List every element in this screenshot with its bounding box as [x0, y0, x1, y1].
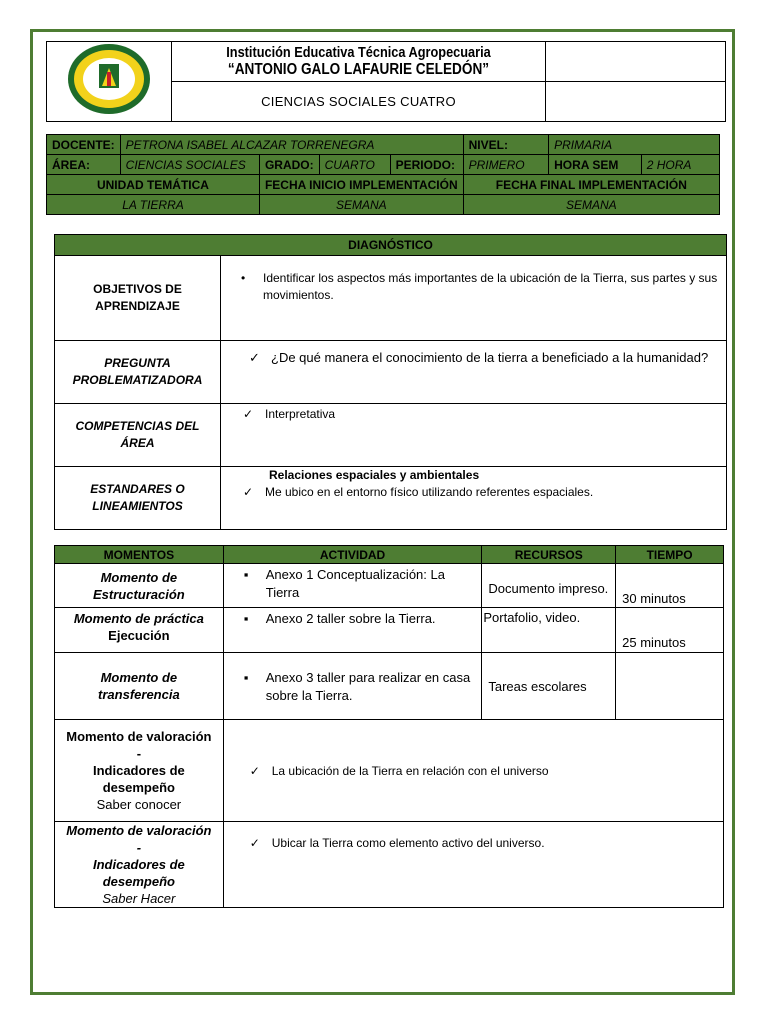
competencias-label: COMPETENCIAS DEL ÁREA	[55, 404, 221, 467]
valoracion-sub: Indicadores de desempeño	[92, 857, 185, 889]
valoracion-conocer-content	[223, 720, 723, 822]
transferencia-label: Momento de transferencia	[55, 653, 224, 720]
practica-time: 25 minutos	[616, 608, 724, 653]
docente-label: DOCENTE:	[47, 135, 121, 155]
check-icon: ✓	[249, 350, 260, 365]
valoracion-title: Momento de valoración	[66, 823, 212, 838]
check-icon: ✓	[243, 407, 254, 421]
subject-title: CIENCIAS SOCIALES CUATRO	[172, 82, 546, 122]
transferencia-time	[616, 653, 724, 720]
recursos-header: RECURSOS	[482, 546, 616, 564]
hora-value: 2 HORA	[641, 155, 719, 175]
square-bullet-icon: ▪	[243, 611, 249, 626]
activity-text: Anexo 3 taller para realizar en casa sobre la Tierra.	[265, 670, 471, 703]
nivel-value: PRIMARIA	[549, 135, 720, 155]
pregunta-text: ¿De qué manera el conocimiento de la tierra a beneficiado a la humanidad?	[271, 350, 709, 365]
estandares-content	[221, 467, 727, 530]
unidad-value: LA TIERRA	[47, 195, 260, 215]
check-icon: ✓	[249, 836, 260, 850]
estructuracion-time: 30 minutos	[616, 564, 724, 608]
hora-label: HORA SEM	[549, 155, 642, 175]
valoracion-conocer-label	[55, 720, 224, 822]
valoracion-text: La ubicación de la Tierra en relación con el universo	[271, 763, 549, 778]
practica-resource: Portafolio, video.	[482, 608, 616, 653]
transferencia-activity	[223, 653, 482, 720]
institution-name: Institución Educativa Técnica Agropecuaria	[226, 43, 491, 61]
estructuracion-activity	[223, 564, 482, 608]
valoracion-hacer-content	[223, 822, 723, 908]
valoracion-dash: -	[136, 840, 142, 855]
diagnostico-title: DIAGNÓSTICO	[55, 235, 727, 256]
valoracion-text: Ubicar la Tierra como elemento activo del universo.	[271, 836, 545, 850]
practica-label-a: Momento de práctica	[73, 611, 204, 626]
activity-text: Anexo 1 Conceptualización: La Tierra	[265, 567, 445, 600]
tiempo-header: TIEMPO	[616, 546, 724, 564]
bullet-icon: •	[241, 271, 246, 285]
valoracion-dash: -	[136, 746, 142, 761]
square-bullet-icon: ▪	[243, 567, 249, 582]
square-bullet-icon: ▪	[243, 670, 249, 685]
competencias-text: Interpretativa	[265, 407, 336, 421]
grado-value: CUARTO	[319, 155, 390, 175]
objetivos-content	[221, 256, 727, 341]
pregunta-content	[221, 341, 727, 404]
institution-subname: “ANTONIO GALO LAFAURIE CELEDÓN”	[227, 60, 490, 78]
valoracion-kind: Saber conocer	[96, 797, 182, 812]
pregunta-label: PREGUNTA PROBLEMATIZADORA	[55, 341, 221, 404]
fecha-final-value: SEMANA	[463, 195, 719, 215]
area-label: ÁREA:	[47, 155, 121, 175]
estandares-subtitle: Relaciones espaciales y ambientales	[269, 468, 480, 482]
momentos-table	[54, 545, 724, 908]
transferencia-resource: Tareas escolares	[482, 653, 616, 720]
estructuracion-label: Momento de Estructuración	[55, 564, 224, 608]
nivel-label: NIVEL:	[463, 135, 549, 155]
check-icon: ✓	[249, 763, 260, 778]
practica-activity	[223, 608, 482, 653]
fecha-final-label: FECHA FINAL IMPLEMENTACIÓN	[463, 175, 719, 195]
docente-value: PETRONA ISABEL ALCAZAR TORRENEGRA	[120, 135, 463, 155]
school-logo	[66, 42, 152, 116]
estandares-text: Me ubico en el entorno físico utilizando referentes espaciales.	[265, 485, 594, 499]
periodo-value: PRIMERO	[463, 155, 549, 175]
actividad-header: ACTIVIDAD	[223, 546, 482, 564]
activity-text: Anexo 2 taller sobre la Tierra.	[265, 611, 436, 626]
fecha-inicio-value: SEMANA	[259, 195, 463, 215]
periodo-label: PERIODO:	[390, 155, 463, 175]
area-value: CIENCIAS SOCIALES	[120, 155, 259, 175]
unidad-label: UNIDAD TEMÁTICA	[47, 175, 260, 195]
blank-cell-bottom	[546, 82, 726, 122]
valoracion-title: Momento de valoración	[66, 729, 212, 744]
blank-cell-top	[546, 42, 726, 82]
fecha-inicio-label: FECHA INICIO IMPLEMENTACIÓN	[259, 175, 463, 195]
objetivos-text: Identificar los aspectos más importantes de la ubicación de la Tierra, sus partes y sus movimientos.	[263, 271, 718, 302]
estandares-label: ESTANDARES O LINEAMIENTOS	[55, 467, 221, 530]
institution-cell	[172, 42, 546, 82]
momentos-header: MOMENTOS	[55, 546, 224, 564]
objetivos-label: OBJETIVOS DE APRENDIZAJE	[55, 256, 221, 341]
header-table	[46, 41, 726, 122]
grado-label: GRADO:	[259, 155, 319, 175]
valoracion-hacer-label	[55, 822, 224, 908]
valoracion-kind: Saber Hacer	[102, 891, 176, 906]
valoracion-sub: Indicadores de desempeño	[92, 763, 185, 795]
practica-label-b: Ejecución	[108, 628, 170, 643]
diagnostico-table	[54, 234, 727, 530]
practica-label	[55, 608, 224, 653]
logo-cell	[47, 42, 172, 122]
estructuracion-resource: Documento impreso.	[482, 564, 616, 608]
info-table	[46, 134, 720, 215]
competencias-content	[221, 404, 727, 467]
check-icon: ✓	[243, 485, 254, 499]
